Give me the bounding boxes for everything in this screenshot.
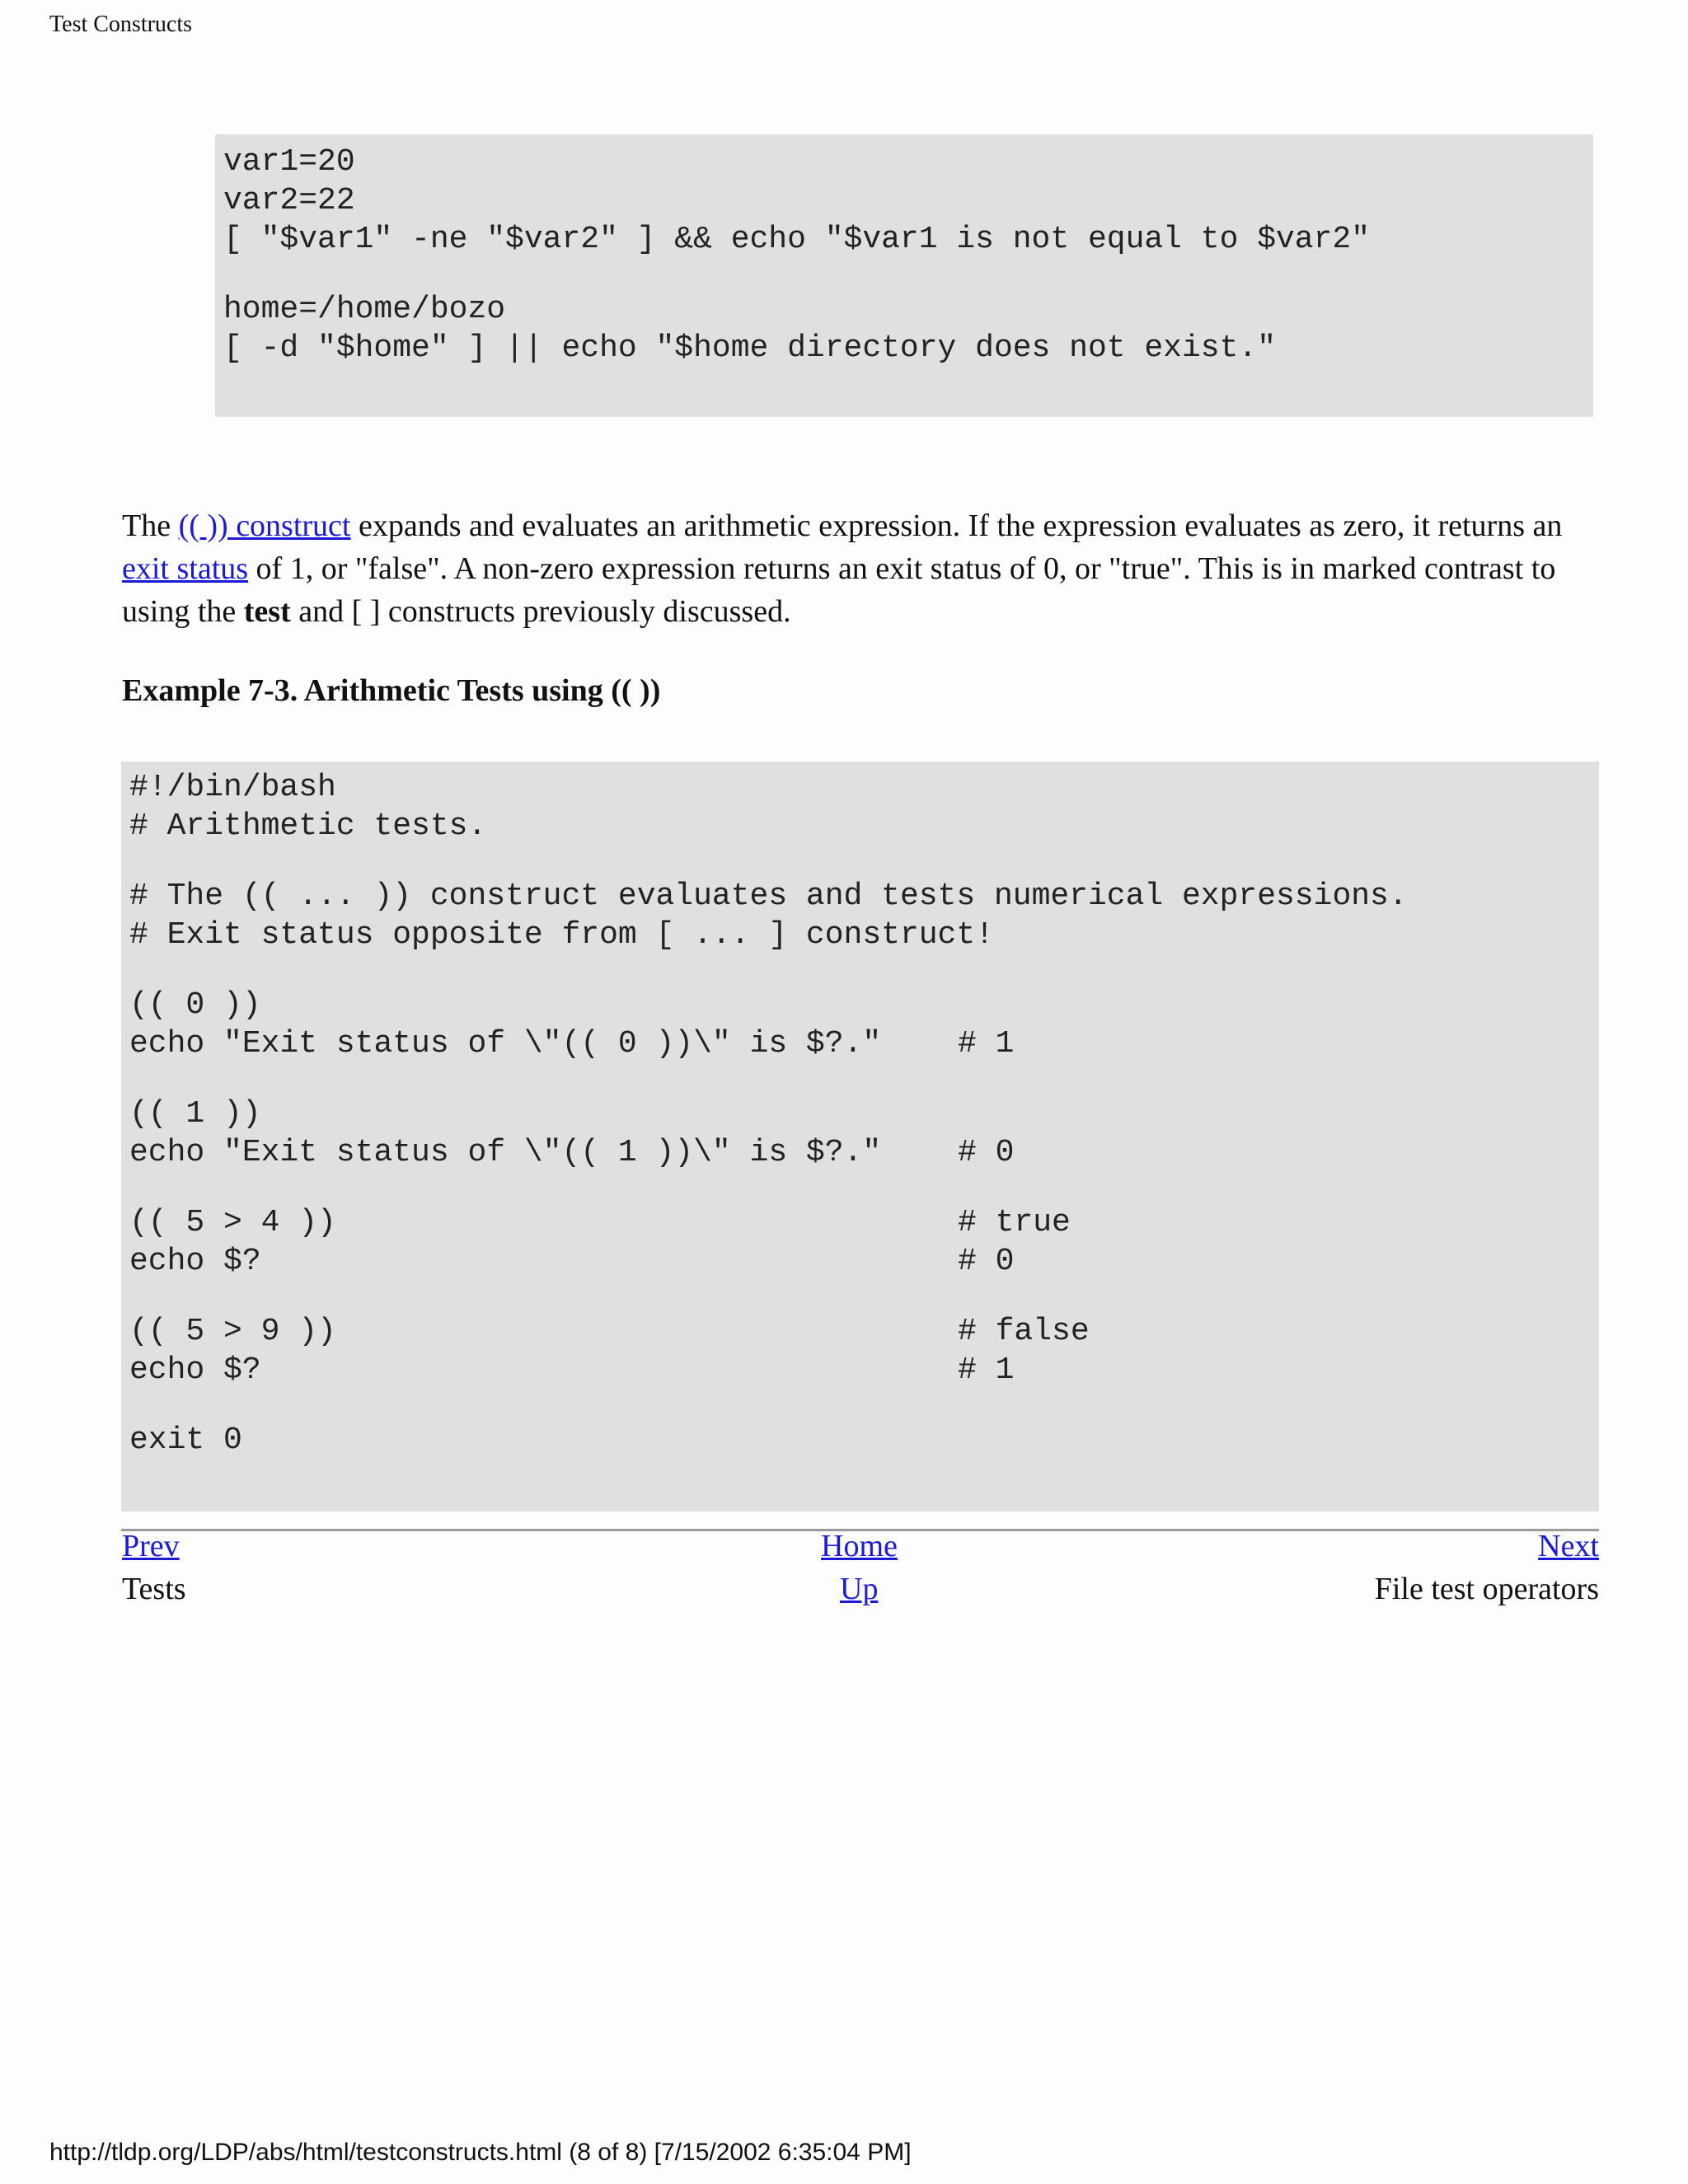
code-line [129, 1390, 1599, 1421]
paragraph-text: The [122, 509, 179, 543]
code-line [129, 768, 1599, 807]
code-line [129, 807, 1599, 846]
paragraph-text: of 1, or "false". A non-zero expression returns an exit status of 0, or "true". This is in marked contrast to using the [122, 551, 1556, 629]
code-line: var2=22 [223, 183, 355, 218]
code-text: (( 0 )) [129, 987, 261, 1023]
code-line: [ "$var1" -ne "$var2" ] && echo "$var1 is not equal to $var2" [223, 222, 1371, 257]
prev-page-title: Tests [122, 1572, 186, 1606]
code-text: exit 0 [129, 1422, 242, 1458]
code-text: # The (( ... )) construct evaluates and tests numerical expressions. [129, 879, 1408, 914]
next-page-title: File test operators [1374, 1572, 1599, 1606]
code-line [129, 1242, 1599, 1281]
code-line [129, 1133, 1599, 1172]
code-text: echo $? [129, 1352, 261, 1388]
paragraph-text: and [ ] constructs previously discussed. [290, 594, 791, 629]
code-text: echo "Exit status of \"(( 0 ))\" is $?." [129, 1026, 882, 1062]
code-block-top [215, 134, 1593, 417]
code-text: (( 5 > 4 )) [129, 1205, 336, 1240]
construct-link[interactable]: (( )) construct [178, 509, 351, 543]
code-line [129, 954, 1599, 986]
code-comment: # true [958, 1205, 1071, 1240]
code-comment: # 1 [958, 1026, 1015, 1062]
next-link[interactable]: Next [1538, 1529, 1599, 1563]
code-line [129, 1063, 1599, 1094]
code-line [223, 259, 1593, 290]
code-line [129, 1024, 1599, 1063]
code-line [129, 916, 1599, 954]
code-text: (( 5 > 9 )) [129, 1314, 336, 1349]
code-text: echo $? [129, 1244, 261, 1279]
paragraph-text: expands and evaluates an arithmetic expression. If the expression evaluates as zero, it returns an [350, 509, 1563, 543]
code-line [129, 1351, 1599, 1390]
code-line: home=/home/bozo [223, 292, 506, 327]
prev-link[interactable]: Prev [122, 1529, 180, 1563]
code-line [129, 986, 1599, 1024]
code-comment: # false [958, 1314, 1090, 1349]
code-line [129, 1312, 1599, 1351]
intro-paragraph [122, 504, 1597, 633]
test-keyword: test [243, 594, 291, 629]
up-link[interactable]: Up [840, 1572, 879, 1606]
code-block-example [121, 762, 1599, 1511]
code-text: echo "Exit status of \"(( 1 ))\" is $?." [129, 1135, 882, 1170]
code-line [129, 846, 1599, 877]
code-text: #!/bin/bash [129, 770, 336, 805]
code-comment: # 1 [958, 1352, 1015, 1388]
code-line [129, 877, 1599, 916]
code-text: (( 1 )) [129, 1096, 261, 1132]
code-line [129, 1281, 1599, 1312]
home-link[interactable]: Home [821, 1529, 898, 1563]
code-comment: # 0 [958, 1135, 1015, 1170]
example-title: Example 7-3. Arithmetic Tests using (( )) [122, 673, 661, 708]
exit-status-link[interactable]: exit status [122, 551, 249, 586]
code-text: # Exit status opposite from [ ... ] construct! [129, 917, 994, 953]
page-header-title: Test Constructs [49, 12, 193, 37]
code-line: [ -d "$home" ] || echo "$home directory does not exist." [223, 330, 1277, 366]
code-text: # Arithmetic tests. [129, 808, 487, 844]
code-line [129, 1421, 1599, 1460]
code-line: var1=20 [223, 144, 355, 180]
code-line [129, 1203, 1599, 1242]
code-line [129, 1172, 1599, 1203]
page-footer-url: http://tldp.org/LDP/abs/html/testconstructs.html (8 of 8) [7/15/2002 6:35:04 PM] [49, 2139, 912, 2166]
code-line [129, 1094, 1599, 1133]
code-comment: # 0 [958, 1244, 1015, 1279]
